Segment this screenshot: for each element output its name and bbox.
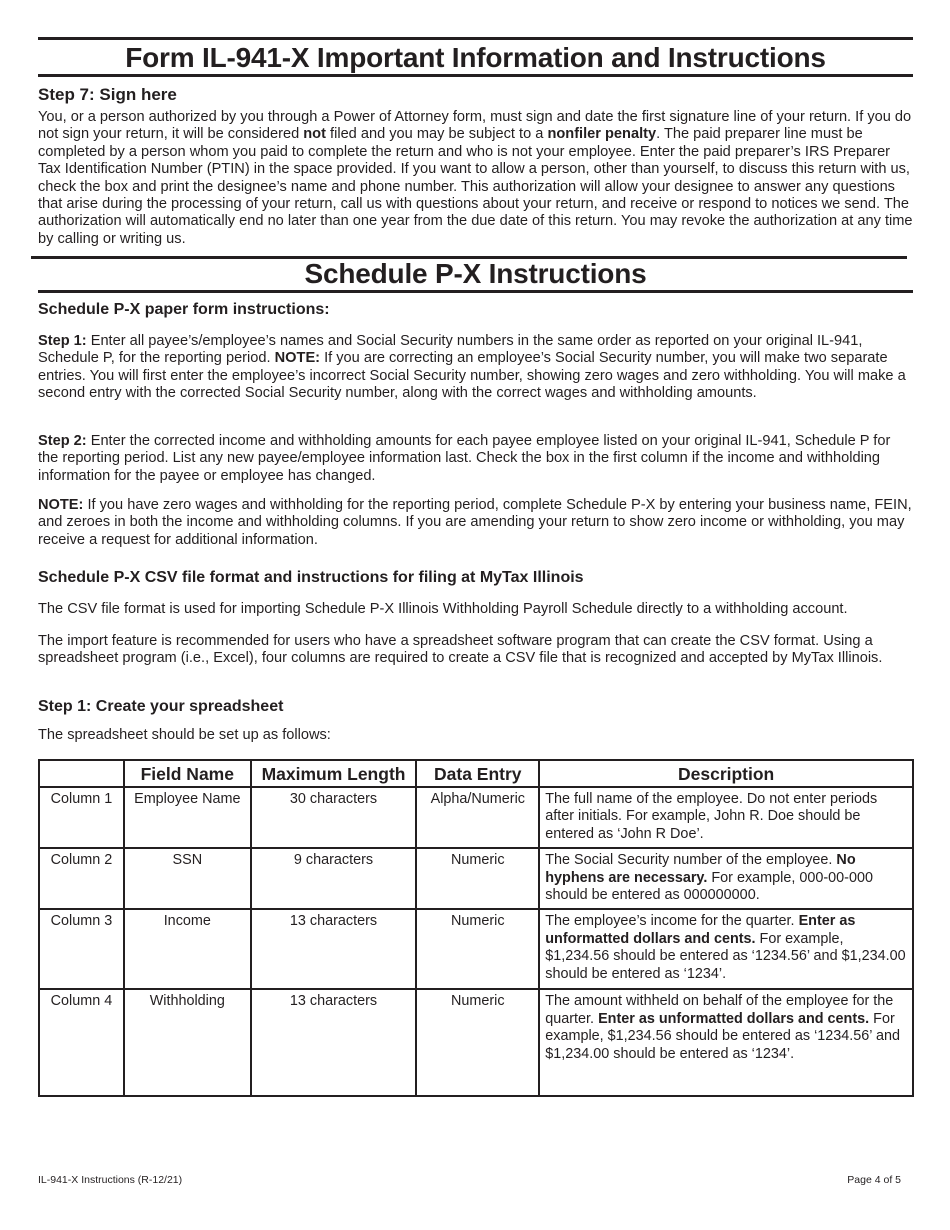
text-run-bold: No hyphens are necessary. bbox=[545, 852, 856, 886]
text-run: For example, 000-00-000 should be entered as 000000000. bbox=[545, 869, 873, 904]
text-run: For example, $1,234.56 should be entered as ‘1234.56’ and $1,234.00 should be entered as ‘1234’. bbox=[545, 1010, 900, 1062]
header-field-name: Field Name bbox=[124, 760, 251, 787]
text-run: The Social Security number of the employee. bbox=[545, 852, 837, 869]
text-run: If you have zero wages and withholding for the reporting period, complete Schedule P-X by entering your business name, FEIN, and zeroes in both the income and withholding columns. If you are amending your return to show zero income or withholding, you may receive a request for additional information. bbox=[38, 497, 912, 548]
section-title: Schedule P-X Instructions bbox=[304, 258, 647, 289]
field-name: SSN bbox=[124, 848, 251, 909]
create-spreadsheet-heading: Step 1: Create your spreadsheet bbox=[38, 698, 284, 715]
text-run: Enter the corrected income and withholding amounts for each payee employee listed on your original IL-941, Schedule P for the reporting period. List any new payee/employee information last. Check the box in the first column if the income and withholding information for the payee or employee has changed. bbox=[38, 433, 891, 484]
title-bottom-rule bbox=[38, 74, 913, 77]
table-row bbox=[39, 848, 913, 909]
title-top-rule bbox=[38, 37, 913, 40]
csv-heading: Schedule P-X CSV file format and instructions for filing at MyTax Illinois bbox=[38, 569, 584, 586]
csv-columns-table bbox=[38, 759, 914, 1097]
column-id: Column 2 bbox=[39, 848, 124, 909]
field-name: Withholding bbox=[124, 989, 251, 1096]
paper-instructions-heading: Schedule P-X paper form instructions: bbox=[38, 301, 330, 318]
table-row bbox=[39, 909, 913, 989]
step1-label: Step 1: bbox=[38, 333, 87, 349]
header-data-entry: Data Entry bbox=[416, 760, 539, 787]
text-run: . The paid preparer line must be completed by a person whom you paid to complete the return and who is not your employee. Enter the paid preparer’s IRS Preparer Tax Identification Number (PTIN) in the space provided. If you want to allow a person, other than yourself, to discuss this return with us, check the box and print the designee’s name and phone number. This authorization will allow your designee to answer any questions that arise during the processing of your return, call us with questions about your return, and receive or respond to notices we send. The authorization will automatically end no later than one year from the due date of this return. You may revoke the authorization at any time by calling or writing us. bbox=[38, 126, 913, 247]
table-header-row bbox=[39, 760, 913, 787]
description bbox=[539, 787, 913, 848]
field-name: Employee Name bbox=[124, 787, 251, 848]
data-entry: Numeric bbox=[416, 848, 539, 909]
text-run-bold: nonfiler penalty bbox=[547, 126, 657, 143]
description bbox=[539, 909, 913, 989]
table-row bbox=[39, 787, 913, 848]
text-run-bold: not bbox=[303, 126, 326, 143]
field-name: Income bbox=[124, 909, 251, 989]
section-bottom-rule bbox=[38, 290, 913, 293]
max-length: 30 characters bbox=[251, 787, 417, 848]
page-title: Form IL-941-X Important Information and Instructions bbox=[125, 42, 826, 73]
header-maximum-length: Maximum Length bbox=[251, 760, 417, 787]
step7-paragraph bbox=[38, 109, 913, 248]
text-run: If you are correcting an employee’s Social Security number, you will make two separate entries. You will first enter the employee’s incorrect Social Security number, showing zero wages and zero withholding. You will make a second entry with the corrected Social Security number, along with the correct wages and withholding amounts. bbox=[38, 350, 906, 402]
column-id: Column 3 bbox=[39, 909, 124, 989]
column-id: Column 4 bbox=[39, 989, 124, 1096]
note-label: NOTE: bbox=[38, 497, 84, 513]
data-entry: Numeric bbox=[416, 989, 539, 1096]
text-run: The amount withheld on behalf of the employee for the quarter. bbox=[545, 993, 894, 1027]
text-run-bold: Enter as unformatted dollars and cents. bbox=[545, 913, 856, 947]
step2-label: Step 2: bbox=[38, 433, 87, 449]
description bbox=[539, 848, 913, 909]
text-run: filed and you may be subject to a bbox=[325, 126, 548, 143]
csv-paragraph-1: The CSV file format is used for importing Schedule P-X Illinois Withholding Payroll Schedule directly to a withholding account. bbox=[38, 601, 848, 617]
note-label: NOTE: bbox=[274, 350, 321, 367]
column-id: Column 1 bbox=[39, 787, 124, 848]
text-run: Enter all payee’s/employee’s names and Social Security numbers in the same order as reported on your original IL-941, Schedule P, for the reporting period. bbox=[38, 333, 863, 367]
data-entry: Alpha/Numeric bbox=[416, 787, 539, 848]
step2-paragraph bbox=[38, 433, 913, 485]
step1-paragraph bbox=[38, 333, 913, 403]
max-length: 13 characters bbox=[251, 909, 417, 989]
max-length: 9 characters bbox=[251, 848, 417, 909]
text-run: The employee’s income for the quarter. bbox=[545, 913, 799, 930]
header-blank bbox=[39, 760, 124, 787]
text-run-bold: Enter as unformatted dollars and cents. bbox=[598, 1010, 870, 1027]
header-description: Description bbox=[539, 760, 913, 787]
description bbox=[539, 989, 913, 1096]
table-row bbox=[39, 989, 913, 1096]
data-entry: Numeric bbox=[416, 909, 539, 989]
text-run: You, or a person authorized by you through a Power of Attorney form, must sign and date the first signature line of your return. If you do not sign your return, it will be considered bbox=[38, 109, 912, 143]
note-paragraph bbox=[38, 497, 913, 549]
csv-paragraph-2: The import feature is recommended for users who have a spreadsheet software program that can create the CSV format. Using a spreadsheet program (i.e., Excel), four columns are required to create a CSV file that is recognized and accepted by MyTax Illinois. bbox=[38, 633, 883, 667]
max-length: 13 characters bbox=[251, 989, 417, 1096]
text-run: For example, $1,234.56 should be entered as ‘1234.56’ and $1,234.00 should be entered as ‘1234’. bbox=[545, 930, 906, 982]
text-run: The full name of the employee. Do not enter periods after initials. For example, John R. Doe should be entered as ‘John R Doe’. bbox=[545, 791, 878, 842]
spreadsheet-intro: The spreadsheet should be set up as follows: bbox=[38, 727, 331, 743]
footer-page-number: Page 4 of 5 bbox=[847, 1174, 901, 1186]
footer-form-revision: IL-941-X Instructions (R-12/21) bbox=[38, 1174, 183, 1186]
step7-heading: Step 7: Sign here bbox=[38, 85, 177, 104]
